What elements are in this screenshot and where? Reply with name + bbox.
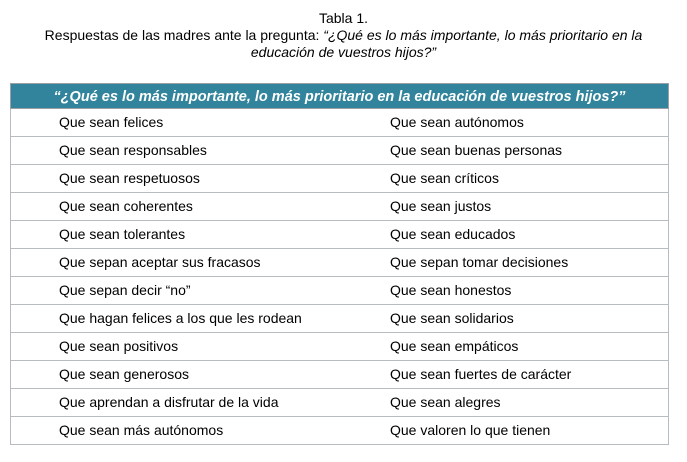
table-cell-right: Que sean críticos xyxy=(390,170,499,186)
caption-question-part-1: “¿Qué es lo más importante, lo más prioritario en la xyxy=(323,27,643,43)
caption-question-part-2: educación de vuestros hijos?” xyxy=(250,44,437,60)
table-cell-left: Que sean coherentes xyxy=(59,198,193,214)
table-cell-right: Que sean honestos xyxy=(390,282,512,298)
table-row xyxy=(10,165,669,193)
table-cell-left: Que sean tolerantes xyxy=(59,226,186,242)
responses-table xyxy=(10,83,669,445)
table-cell-right: Que sean solidarios xyxy=(390,310,514,326)
table-cell-left: Que hagan felices a los que les rodean xyxy=(59,310,302,326)
table-row xyxy=(10,193,669,221)
table-cell-right: Que valoren lo que tienen xyxy=(390,422,551,438)
table-cell-right: Que sepan tomar decisiones xyxy=(390,254,569,270)
caption-title: Tabla 1. xyxy=(318,10,369,26)
table-cell-right: Que sean empáticos xyxy=(390,338,519,354)
table-row xyxy=(10,389,669,417)
table-header: “¿Qué es lo más importante, lo más prioritario en la educación de vuestros hijos?” xyxy=(10,83,669,109)
table-row xyxy=(10,109,669,137)
table-cell-left: Que sean responsables xyxy=(59,142,207,158)
table-caption xyxy=(0,10,687,61)
table-cell-right: Que sean educados xyxy=(390,226,516,242)
table-cell-right: Que sean alegres xyxy=(390,394,501,410)
table-cell-right: Que sean fuertes de carácter xyxy=(390,366,572,382)
table-row xyxy=(10,305,669,333)
table-cell-right: Que sean buenas personas xyxy=(390,142,563,158)
table-cell-right: Que sean autónomos xyxy=(390,114,524,130)
table-cell-left: Que aprendan a disfrutar de la vida xyxy=(59,394,279,410)
table-row xyxy=(10,249,669,277)
table-cell-right: Que sean justos xyxy=(390,198,492,214)
table-cell-left: Que sean generosos xyxy=(59,366,189,382)
table-cell-left: Que sean felices xyxy=(59,114,164,130)
table-row xyxy=(10,361,669,389)
table-cell-left: Que sepan aceptar sus fracasos xyxy=(59,254,261,270)
table-cell-left: Que sepan decir “no” xyxy=(59,282,191,298)
table-row xyxy=(10,221,669,249)
table-row xyxy=(10,417,669,445)
table-row xyxy=(10,333,669,361)
table-cell-left: Que sean más autónomos xyxy=(59,422,224,438)
table-cell-left: Que sean respetuosos xyxy=(59,170,200,186)
table-row xyxy=(10,137,669,165)
table-row xyxy=(10,277,669,305)
caption-prefix: Respuestas de las madres ante la pregunta: xyxy=(44,27,324,43)
table-body xyxy=(10,109,669,445)
caption-subtitle-line-1 xyxy=(0,27,687,44)
table-cell-left: Que sean positivos xyxy=(59,338,179,354)
